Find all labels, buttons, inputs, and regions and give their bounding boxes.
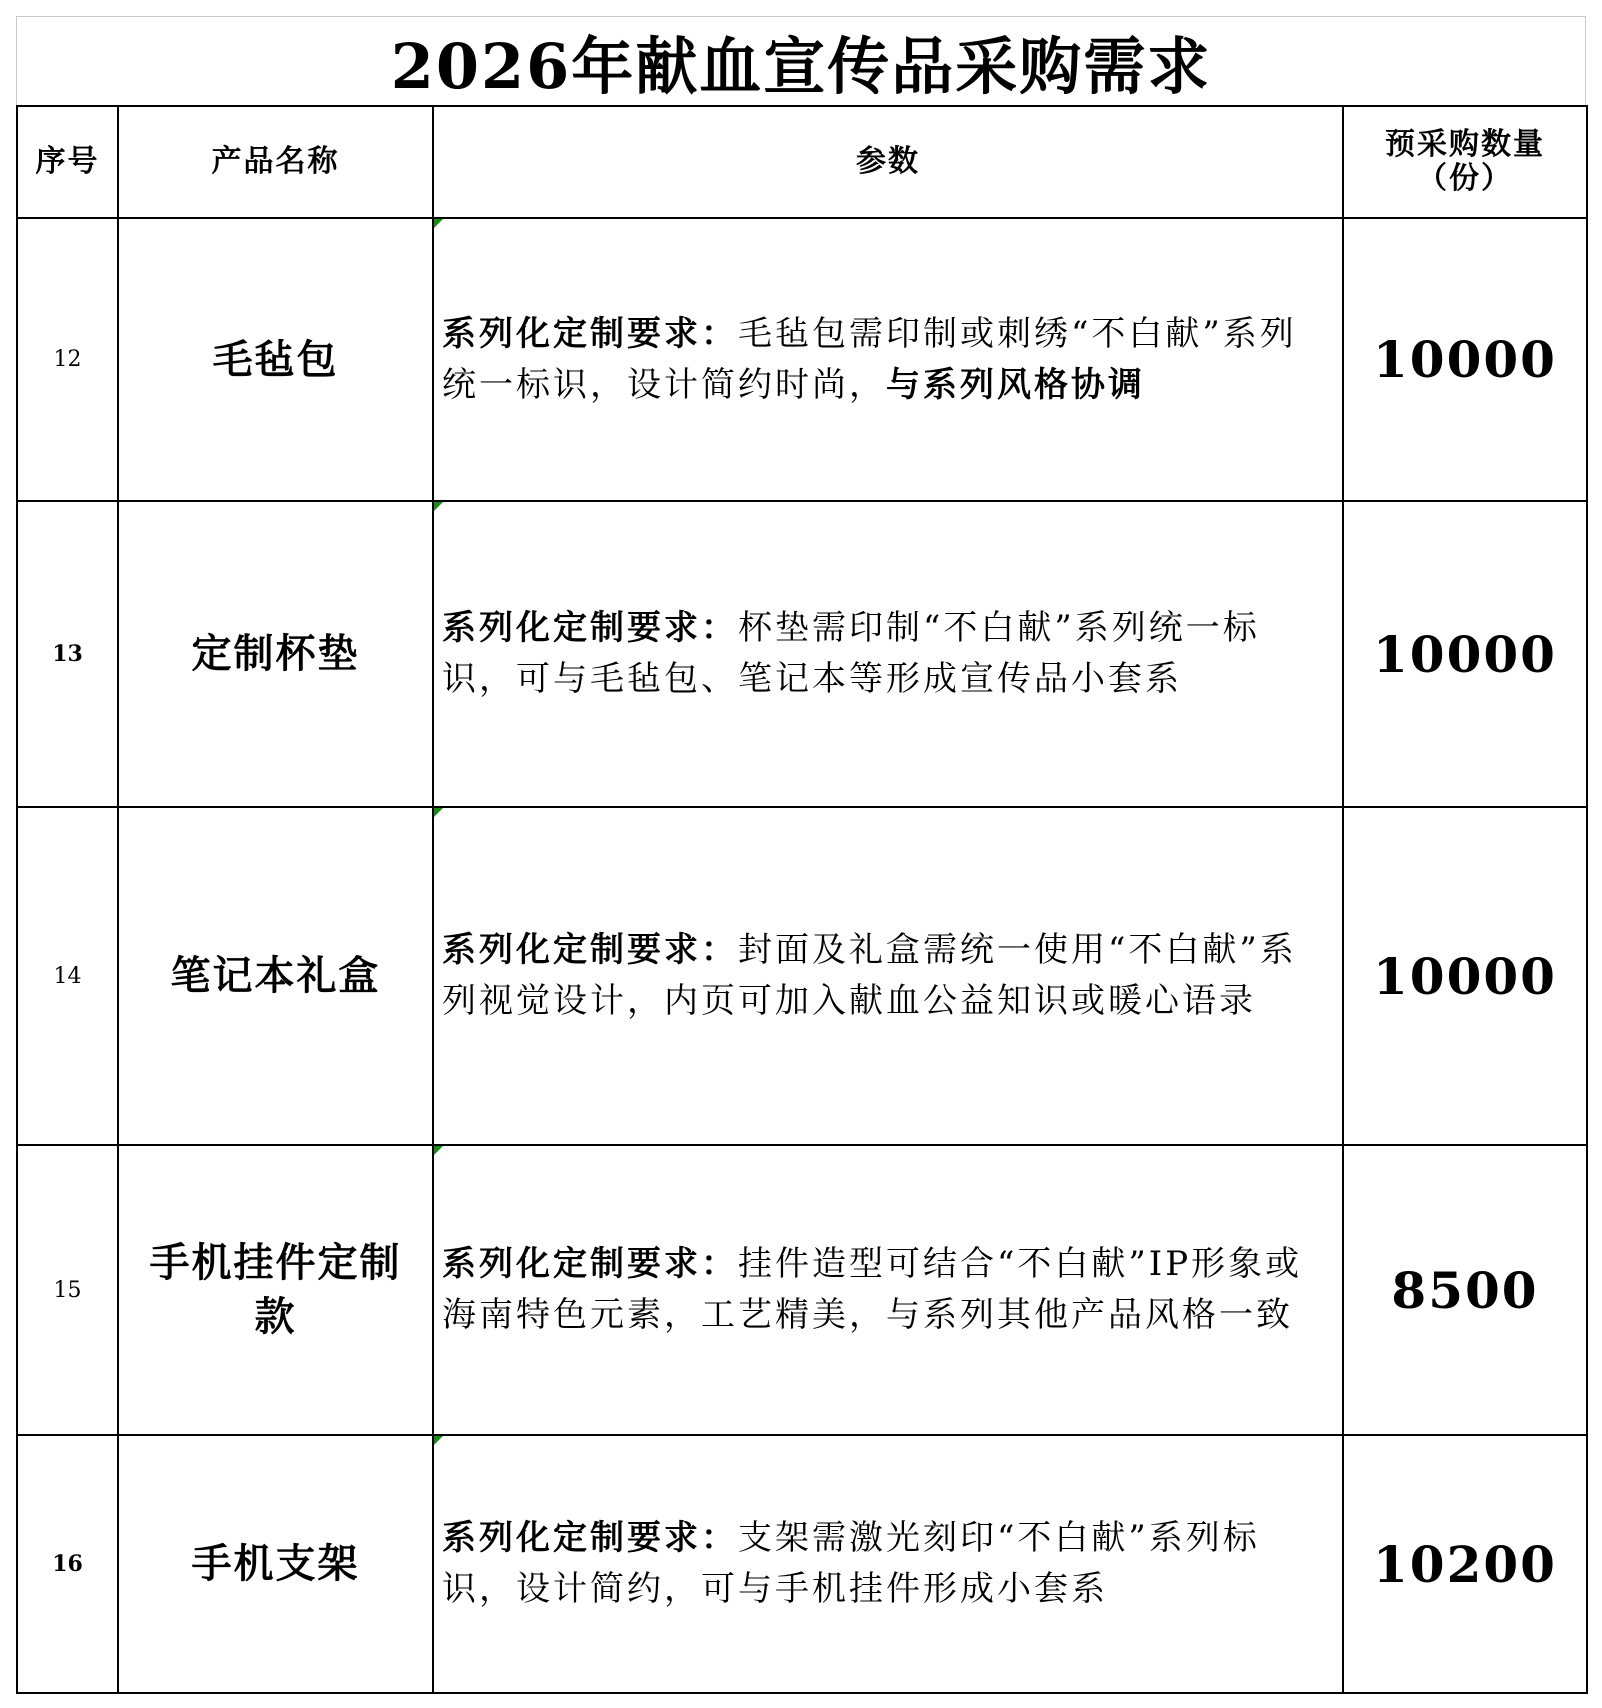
row-seq: 14 bbox=[17, 807, 118, 1145]
row-quantity: 10200 bbox=[1343, 1435, 1587, 1693]
row-product-name: 手机支架 bbox=[118, 1435, 433, 1693]
row-quantity: 10000 bbox=[1343, 807, 1587, 1145]
procurement-table bbox=[16, 105, 1588, 1694]
row-params-lead: 系列化定制要求： bbox=[442, 1518, 738, 1558]
procurement-sheet bbox=[16, 16, 1586, 1694]
row-seq: 12 bbox=[17, 218, 118, 501]
header-qty-line2: （份） bbox=[1417, 161, 1513, 196]
row-quantity: 8500 bbox=[1343, 1145, 1587, 1435]
header-qty-line1: 预采购数量 bbox=[1385, 126, 1545, 162]
row-params-lead: 系列化定制要求： bbox=[442, 930, 738, 970]
row-params-lead: 系列化定制要求： bbox=[442, 1244, 738, 1284]
row-quantity: 10000 bbox=[1343, 501, 1587, 807]
row-params-body: 挂件造型可结合“不白献”IP形象或海南特色元素，工艺精美，与系列其他产品风格一致 bbox=[442, 1244, 1303, 1335]
row-params-body: 杯垫需印制“不白献”系列统一标识，可与毛毡包、笔记本等形成宣传品小套系 bbox=[442, 608, 1260, 699]
row-product-name: 笔记本礼盒 bbox=[118, 807, 433, 1145]
cell-comment-marker-icon bbox=[434, 502, 443, 511]
cell-comment-marker-icon bbox=[434, 1436, 443, 1445]
row-product-name: 手机挂件定制款 bbox=[118, 1145, 433, 1435]
row-params-body: 封面及礼盒需统一使用“不白献”系列视觉设计，内页可加入献血公益知识或暖心语录 bbox=[442, 930, 1297, 1021]
header-seq: 序号 bbox=[17, 106, 118, 218]
row-product-name: 定制杯垫 bbox=[118, 501, 433, 807]
table-row bbox=[17, 1145, 1587, 1435]
row-params bbox=[433, 1435, 1343, 1693]
cell-comment-marker-icon bbox=[434, 1146, 443, 1155]
row-seq: 15 bbox=[17, 1145, 118, 1435]
row-params bbox=[433, 218, 1343, 501]
sheet-title: 2026年献血宣传品采购需求 bbox=[16, 16, 1586, 105]
header-row bbox=[17, 106, 1587, 218]
row-params-lead: 系列化定制要求： bbox=[442, 313, 738, 354]
row-seq: 16 bbox=[17, 1435, 118, 1693]
table-row bbox=[17, 1435, 1587, 1693]
row-params-body: 毛毡包需印制或刺绣“不白献”系列统一标识，设计简约时尚， bbox=[442, 313, 1297, 405]
row-seq: 13 bbox=[17, 501, 118, 807]
cell-comment-marker-icon bbox=[434, 219, 443, 228]
header-param: 参数 bbox=[433, 106, 1343, 218]
table-row bbox=[17, 218, 1587, 501]
row-params-lead: 系列化定制要求： bbox=[442, 608, 738, 648]
row-params-body: 支架需激光刻印“不白献”系列标识，设计简约，可与手机挂件形成小套系 bbox=[442, 1518, 1260, 1609]
header-qty bbox=[1343, 106, 1587, 218]
row-params bbox=[433, 501, 1343, 807]
row-params bbox=[433, 1145, 1343, 1435]
table-row bbox=[17, 807, 1587, 1145]
table-row bbox=[17, 501, 1587, 807]
row-quantity: 10000 bbox=[1343, 218, 1587, 501]
cell-comment-marker-icon bbox=[434, 808, 443, 817]
row-params bbox=[433, 807, 1343, 1145]
header-name: 产品名称 bbox=[118, 106, 433, 218]
row-params-tail: 与系列风格协调 bbox=[886, 364, 1145, 405]
row-product-name: 毛毡包 bbox=[118, 218, 433, 501]
